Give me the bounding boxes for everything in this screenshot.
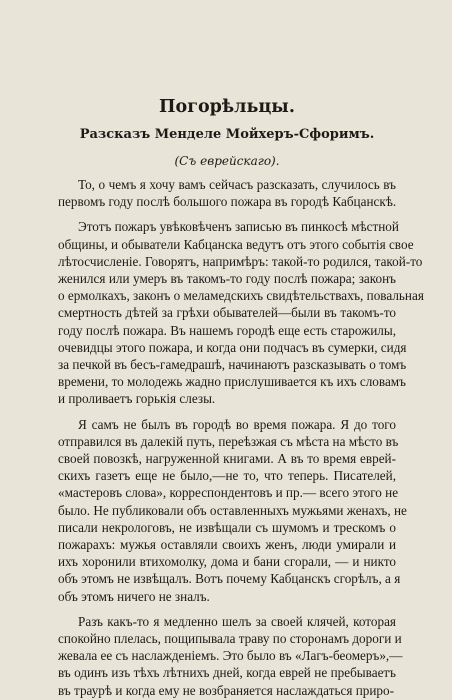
text-line: ихъ хоронили втихомолку, дома и бани сгорали, — и никто [58, 554, 396, 570]
text-line: очевидцы этого пожара, и когда они подчасъ въ сумерки, сидя [58, 339, 407, 355]
paragraph [58, 613, 403, 699]
paragraph [58, 218, 424, 407]
text-line: писали некрологовъ, не извѣщали съ шумомъ и трескомъ о [58, 519, 396, 535]
text-line: Разъ какъ-то я медленно шелъ за своей клячей, которая [78, 613, 396, 629]
text-line: о ермолкахъ, законъ о меламедскихъ свидѣтельствахъ, повальная [58, 288, 424, 304]
text-line: и проливаетъ горькія слезы. [58, 391, 216, 407]
text-line: То, о чемъ я хочу вамъ сейчасъ разсказать, случилось въ [78, 177, 396, 192]
paragraph [58, 176, 396, 210]
text-line: первомъ году послѣ большого пожара въ городѣ Кабцанскѣ. [58, 194, 397, 210]
text-line: было. Не публиковали объ оставленныхъ мужьями женахъ, не [58, 502, 407, 518]
text-line: женился или умеръ въ такомъ-то году послѣ пожара; законъ [58, 271, 396, 287]
story-subtitle: Разсказъ Менделе Мойхеръ-Сфоримъ. [79, 127, 375, 142]
text-line: пожарахъ: мужья оставляли своихъ женъ, люди умирали и [58, 537, 396, 553]
text-line: смертность дѣтей за грѣхи обывателей—были въ такомъ-то [58, 305, 396, 321]
text-line: за печкой въ бесъ-гамедрашѣ, начинаютъ разсказывать о томъ [58, 357, 407, 373]
text-line: лѣтосчисленіе. Говорятъ, напримѣръ: такой-то родился, такой-то [58, 253, 423, 269]
text-line: жевала ее съ наслажденіемъ. Это было въ «Лагъ-беомеръ»,— [58, 648, 403, 664]
text-line: «мастеровъ слова», корреспондентовъ и пр.— всего этого не [58, 485, 399, 501]
text-line: году послѣ пожара. Въ нашемъ городѣ еще есть старожилы, [58, 322, 396, 338]
story-body [58, 176, 424, 699]
text-line: времени, то молодежь жадно прислушивается къ ихъ словамъ [58, 374, 406, 390]
text-line: въ одинъ изъ тѣхъ лѣтнихъ дней, когда еврей не пребываетъ [58, 665, 396, 681]
text-line: отправился въ далекій путь, переѣзжая съ мѣста на мѣсто въ [58, 433, 399, 449]
text-line: объ этомъ не извѣщалъ. Вотъ почему Кабцанскъ сгорѣлъ, а я [58, 571, 401, 587]
text-line: своей повозкѣ, нагруженной книгами. А въ то время еврей- [58, 451, 396, 467]
text-line: общины, и обыватели Кабцанска ведутъ отъ этого событія свое [58, 236, 414, 252]
text-line: Я самъ не былъ въ городѣ во время пожара. Я до того [78, 416, 396, 432]
translation-note: (Съ еврейскаго). [174, 154, 280, 168]
text-line: Этотъ пожаръ увѣковѣченъ записью въ пинкосѣ мѣстной [78, 219, 399, 235]
text-line: скихъ газетъ еще не было,—не то, что теперь. Писателей, [58, 468, 396, 484]
text-line: въ траурѣ и когда ему не возбраняется наслаждаться приро- [58, 682, 394, 698]
text-line: спокойно плелась, пощипывала траву по сторонамъ дороги и [58, 631, 402, 647]
story-title: Погорѣльцы. [159, 97, 295, 117]
text-line: объ этомъ ничего не зналъ. [58, 588, 210, 604]
paragraph [58, 416, 407, 605]
